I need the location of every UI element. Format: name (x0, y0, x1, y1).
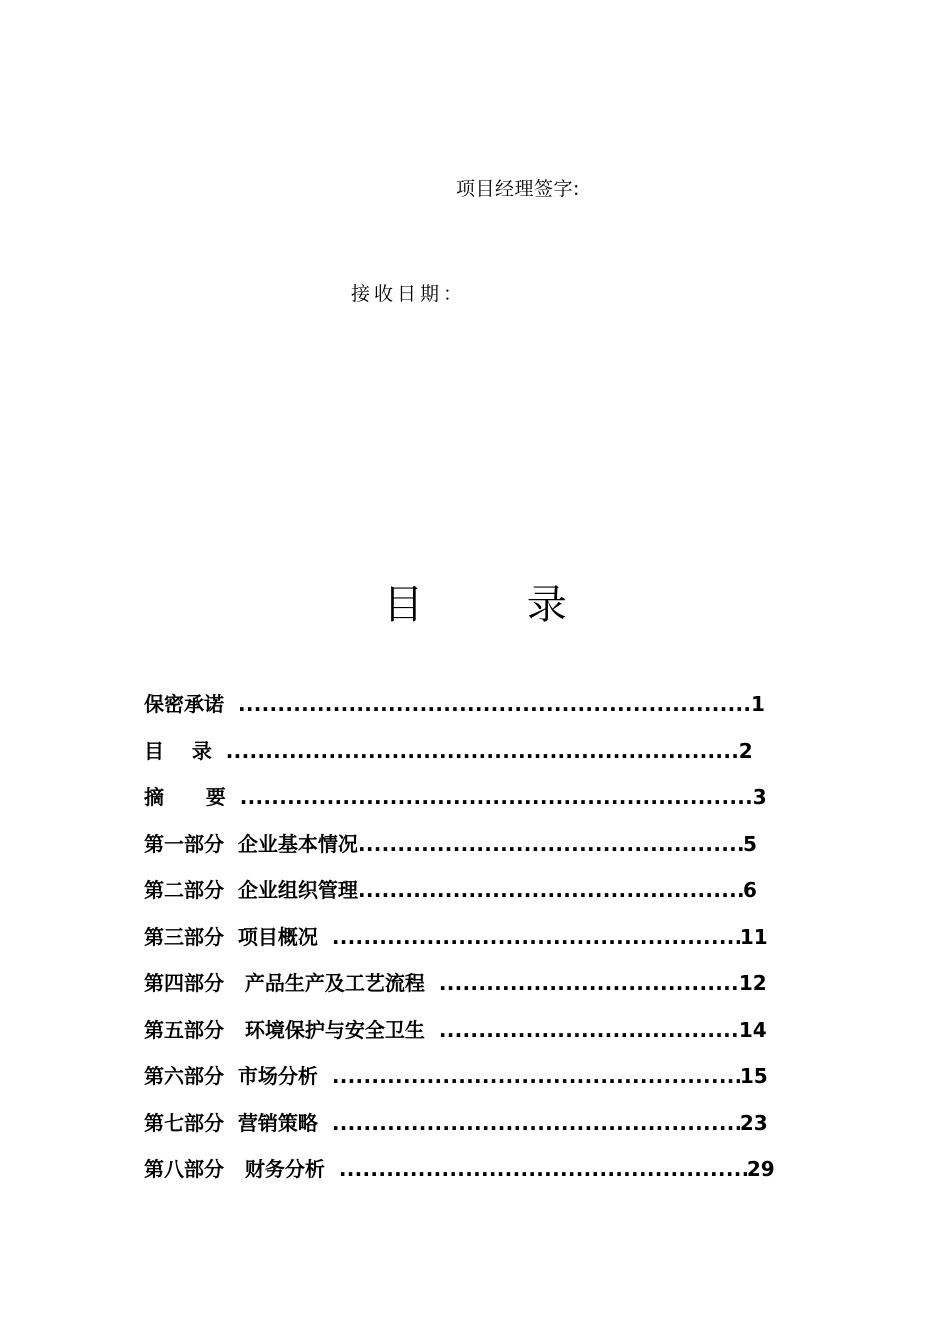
toc-leader-dots (332, 927, 740, 947)
toc-entry-label: 第六部分 市场分析 (144, 1064, 332, 1088)
toc-entry-page: 1 (750, 692, 765, 716)
toc-entry-label: 摘 要 (144, 785, 240, 809)
toc-entry-part-4[interactable] (144, 973, 775, 1020)
toc-entry-part-2[interactable] (144, 880, 775, 927)
toc-entry-contents[interactable] (144, 738, 775, 788)
toc-leader-dots (439, 1020, 739, 1040)
toc-entry-confidentiality[interactable] (144, 694, 775, 741)
toc-entry-label: 第五部分 环境保护与安全卫生 (144, 1017, 439, 1042)
toc-entry-part-3[interactable] (144, 924, 775, 974)
toc-entry-label: 第七部分 营销策略 (144, 1110, 332, 1135)
toc-leader-dots (332, 1113, 740, 1133)
toc-entry-part-6[interactable] (144, 1066, 775, 1113)
toc-entry-page: 3 (752, 785, 767, 809)
toc-entry-label: 第一部分 企业基本情况 (144, 831, 358, 856)
toc-leader-dots (226, 741, 739, 761)
toc-entry-page: 2 (738, 738, 753, 763)
project-manager-signature-label: 项目经理签字: (456, 178, 580, 200)
toc-entry-page: 5 (742, 831, 757, 856)
toc-entry-page: 11 (739, 924, 768, 949)
toc-entry-part-7[interactable] (144, 1110, 775, 1160)
toc-entry-page: 6 (742, 878, 757, 902)
toc-entry-page: 14 (738, 1017, 767, 1042)
toc-title: 目 录 (383, 582, 593, 628)
toc-entry-label: 第三部分 项目概况 (144, 924, 332, 949)
toc-entry-part-8[interactable] (144, 1159, 775, 1206)
toc-leader-dots (332, 1066, 740, 1086)
toc-entry-page: 29 (746, 1157, 775, 1181)
toc-leader-dots (439, 973, 739, 993)
toc-entry-label: 第二部分 企业组织管理 (144, 878, 358, 902)
toc-entry-page: 12 (738, 971, 767, 995)
receive-date-label: 接收日期： (351, 283, 467, 305)
toc-leader-dots (358, 834, 743, 854)
toc-entry-part-5[interactable] (144, 1017, 775, 1067)
toc-entry-summary[interactable] (144, 787, 775, 834)
table-of-contents (144, 694, 775, 1206)
toc-entry-part-1[interactable] (144, 831, 775, 881)
toc-leader-dots (238, 694, 751, 714)
toc-entry-label: 保密承诺 (144, 692, 238, 716)
toc-leader-dots (339, 1159, 747, 1179)
toc-entry-label: 第四部分 产品生产及工艺流程 (144, 971, 439, 995)
toc-entry-label: 目 录 (144, 738, 226, 763)
toc-entry-page: 15 (739, 1064, 768, 1088)
toc-leader-dots (240, 787, 753, 807)
toc-leader-dots (358, 880, 743, 900)
toc-entry-label: 第八部分 财务分析 (144, 1157, 339, 1181)
toc-entry-page: 23 (739, 1110, 768, 1135)
